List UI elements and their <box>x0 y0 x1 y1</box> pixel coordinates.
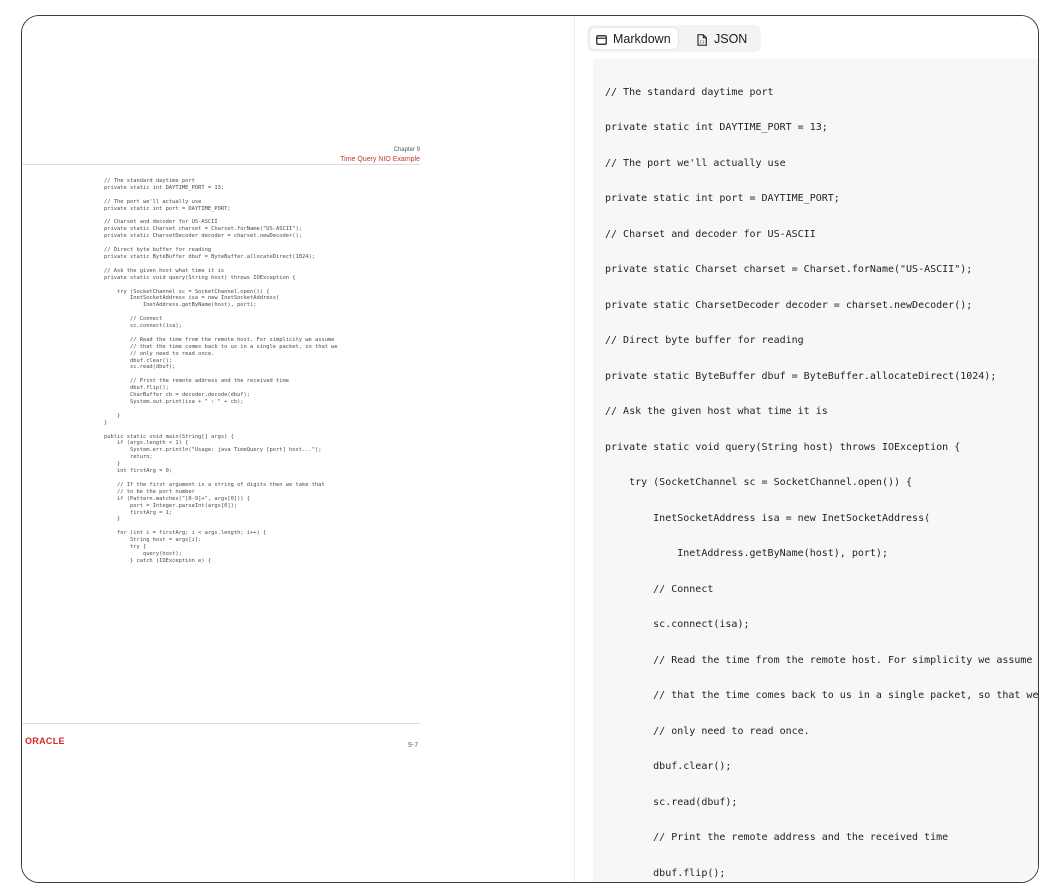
code-line: // that the time comes back to us in a single packet, so that we <box>605 690 1038 701</box>
code-line: try (SocketChannel sc = SocketChannel.open()) { <box>605 477 913 488</box>
view-tabs <box>587 25 761 52</box>
code-line: // Connect <box>605 584 714 595</box>
code-line: private static ByteBuffer dbuf = ByteBuffer.allocateDirect(1024); <box>605 371 997 382</box>
header-rule <box>22 164 420 165</box>
code-line: // only need to read once. <box>605 726 810 737</box>
app-window <box>21 15 1039 883</box>
code-line: // The port we'll actually use <box>605 158 786 169</box>
oracle-logo: ORACLE <box>25 736 65 746</box>
code-line: InetSocketAddress isa = new InetSocketAddress( <box>605 513 931 524</box>
footer-rule <box>22 723 420 724</box>
code-line: // The standard daytime port <box>605 87 774 98</box>
page-number: 9-7 <box>408 742 419 749</box>
svg-text:{}: {} <box>699 38 705 44</box>
chapter-label: Chapter 9 <box>393 147 420 153</box>
code-line: dbuf.flip(); <box>605 868 726 879</box>
code-line: private static void query(String host) throws IOException { <box>605 442 961 453</box>
tab-markdown-label: Markdown <box>613 31 671 46</box>
window-icon <box>596 34 607 44</box>
code-line: // Ask the given host what time it is <box>605 406 828 417</box>
pdf-code-block: // The standard daytime port private static int DAYTIME_PORT = 13; // The port we'll actually use private static int port = DAYTIME_PORT; // Charset and decoder for US-ASCII private static Charset charset = Charset.forName("US-ASCII"); private static CharsetDecoder decoder = charset.newDecoder(); // Direct byte buffer for reading private static ByteBuffer dbuf = ByteBuffer.allocateDirect(1024); // Ask the given host what time it is private static void query(String host) throws IOException { try (SocketChannel sc = SocketChannel.open()) { InetSocketAddress isa = new InetSocketAddress( InetAddress.getByName(host), port); // Connect sc.connect(isa); // Read the time from the remote host. For simplicity we assume // that the time comes back to us in a single packet, so that we // only need to read once. dbuf.clear(); sc.read(dbuf); // Print the remote address and the received time dbuf.flip(); CharBuffer cb = decoder.decode(dbuf); System.out.print(isa + " : " + cb); } } public static void main(String[] args) { if (args.length < 1) { System.err.println("Usage: java TimeQuery [port] host..."); return; } int firstArg = 0; // If the first argument is a string of digits then we take that // to be the port number if (Pattern.matches("[0-9]+", args[0])) { port = Integer.parseInt(args[0]); firstArg = 1; } for (int i = firstArg; i < args.length; i++) { String host = args[i]; try { query(host); } catch (IOException e) { <box>104 178 338 564</box>
pdf-preview-pane[interactable] <box>22 16 574 882</box>
code-line: sc.read(dbuf); <box>605 797 738 808</box>
tab-json[interactable] <box>691 28 757 49</box>
markdown-content[interactable] <box>593 59 1038 882</box>
code-line: // Read the time from the remote host. For simplicity we assume <box>605 655 1033 666</box>
json-file-icon <box>697 34 708 44</box>
code-line: InetAddress.getByName(host), port); <box>605 548 888 559</box>
tab-markdown[interactable] <box>590 28 678 49</box>
code-line: dbuf.clear(); <box>605 761 732 772</box>
code-line: private static int DAYTIME_PORT = 13; <box>605 122 828 133</box>
chapter-title: Time Query NIO Example <box>340 156 420 163</box>
code-line: private static int port = DAYTIME_PORT; <box>605 193 840 204</box>
code-line: private static CharsetDecoder decoder = charset.newDecoder(); <box>605 300 973 311</box>
code-line: // Direct byte buffer for reading <box>605 335 804 346</box>
tab-json-label: JSON <box>714 31 748 46</box>
output-pane <box>575 16 1038 882</box>
code-line: // Charset and decoder for US-ASCII <box>605 229 816 240</box>
pdf-page <box>22 16 574 882</box>
code-line: private static Charset charset = Charset.forName("US-ASCII"); <box>605 264 973 275</box>
code-line: // Print the remote address and the received time <box>605 832 949 843</box>
code-line: sc.connect(isa); <box>605 619 750 630</box>
